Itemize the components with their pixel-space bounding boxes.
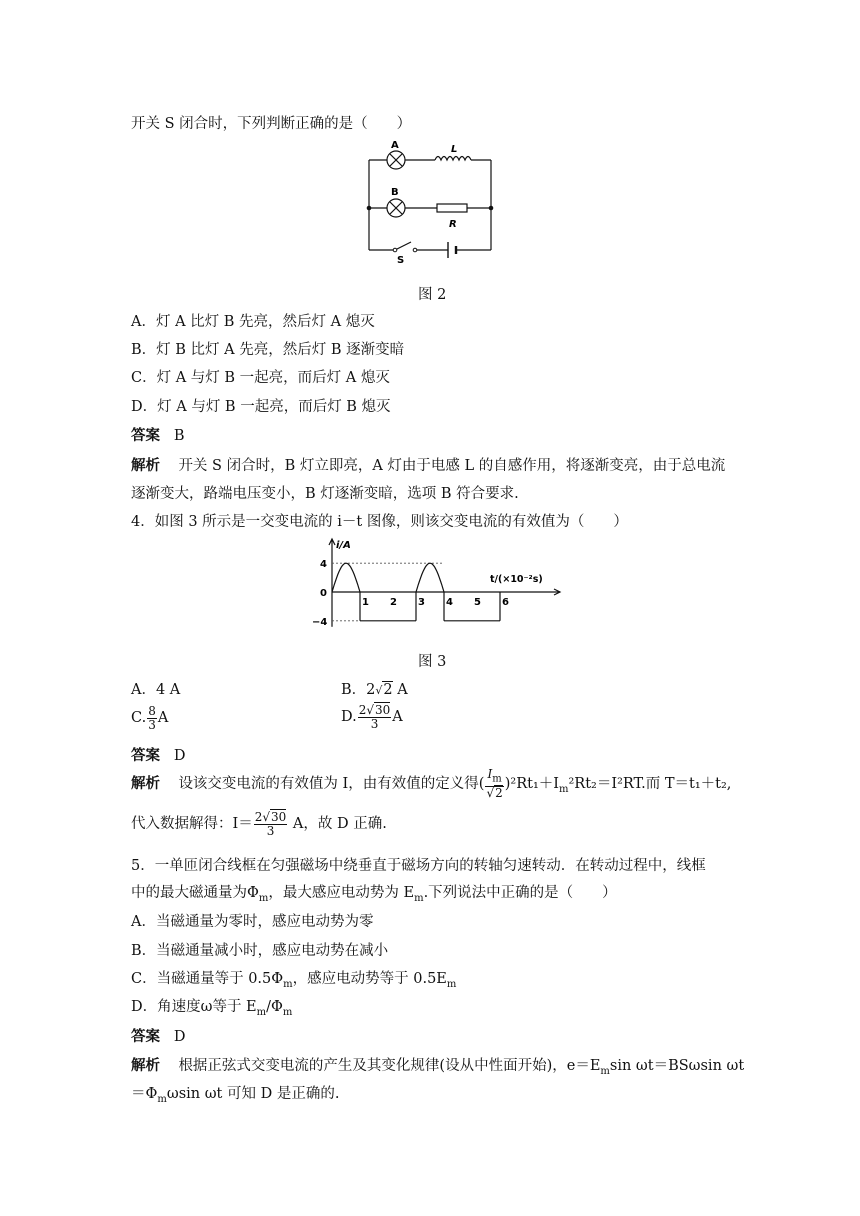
battery-icon xyxy=(448,242,456,258)
lamp-a-icon xyxy=(387,151,405,169)
series-halfsine-2 xyxy=(416,563,444,592)
analysis-text: 开关 S 闭合时，B 灯立即亮，A 灯由于电感 L 的自感作用，将逐渐变亮，由于总电流 xyxy=(178,458,726,474)
q5-stem-line-2: 中的最大磁通量为$\Phi_m$，最大感应电动势为 $E_m$.下列说法中正确的是（ ） xyxy=(131,885,617,904)
analysis-label: 解析 xyxy=(131,457,160,474)
q3-option-c: C．灯 A 与灯 B 一起亮，而后灯 A 熄灭 xyxy=(131,370,390,386)
label-b: B xyxy=(391,187,399,198)
q4-answer-line: 答案 D xyxy=(131,747,186,764)
y-tick-label: 0 xyxy=(320,588,327,599)
q3-option-d: D．灯 A 与灯 B 一起亮，而后灯 B 熄灭 xyxy=(131,399,391,415)
x-tick-label: 3 xyxy=(418,597,425,608)
x-tick-label: 4 xyxy=(446,597,453,608)
circuit-diagram xyxy=(355,138,505,268)
fig2-caption: 图 2 xyxy=(418,287,447,303)
q4-analysis-line-2: 代入数据解得：I＝ $\frac{2√30}{3}$ A，故 D 正确. xyxy=(131,809,387,838)
y-tick-label: −4 xyxy=(312,616,328,628)
q4-option-b: B．2√2 A xyxy=(341,682,408,698)
q5-option-d: D．角速度ω等于 $E_m/\Phi_m$ xyxy=(131,999,293,1018)
label-r: R xyxy=(449,219,457,230)
q3-stem: 开关 S 闭合时，下列判断正确的是（ ） xyxy=(131,116,412,132)
q5-stem-line-1: 5．一单匝闭合线框在匀强磁场中绕垂直于磁场方向的转轴匀速转动．在转动过程中，线框 xyxy=(131,858,706,874)
answer-value: B xyxy=(173,428,185,444)
q3-option-a: A．灯 A 比灯 B 先亮，然后灯 A 熄灭 xyxy=(131,314,375,330)
q5-option-c: C．当磁通量等于 $0.5\Phi_m$，感应电动势等于 $0.5E_m$ xyxy=(131,971,457,990)
q4-analysis-line-1: 解析 设该交变电流的有效值为 I，由有效值的定义得( $\frac{I_m}{√2}$ )$^2Rt_1+I_m^2Rt_2=I^2RT$.而 T＝t₁＋t₂, xyxy=(131,767,732,800)
q3-answer-line xyxy=(131,426,184,446)
x-tick-label: 1 xyxy=(362,597,369,608)
label-l: L xyxy=(451,144,458,155)
q5-option-b: B．当磁通量减小时，感应电动势在减小 xyxy=(131,943,389,959)
x-tick-label: 2 xyxy=(390,597,397,608)
label-a: A xyxy=(391,140,399,151)
answer-label: 答案 xyxy=(131,427,160,444)
y-axis-label: i/A xyxy=(336,540,351,551)
fig3-caption: 图 3 xyxy=(418,654,447,670)
lamp-b-icon xyxy=(387,199,405,217)
q4-option-a: A．4 A xyxy=(131,682,181,698)
q4-stem: 4．如图 3 所示是一交变电流的 i－t 图像，则该交变电流的有效值为（ ） xyxy=(131,514,628,530)
q5-analysis-line-1: 解析 根据正弦式交变电流的产生及其变化规律(设从中性面开始)，$e=E_m\sin$ ωt＝BSωsin ωt xyxy=(131,1057,745,1077)
y-tick-label: 4 xyxy=(320,559,327,571)
series-halfsine-0 xyxy=(332,563,360,592)
label-s: S xyxy=(397,255,405,266)
q5-analysis-line-2: $=\Phi_m\omega\sin$ ωt 可知 D 是正确的. xyxy=(131,1086,340,1105)
x-tick-label: 5 xyxy=(474,597,481,608)
q3-option-b: B．灯 B 比灯 A 先亮，然后灯 B 逐渐变暗 xyxy=(131,342,405,358)
q5-option-a: A．当磁通量为零时，感应电动势为零 xyxy=(131,914,374,930)
q4-option-c: C. $\frac{8}{3}$ A xyxy=(131,703,169,732)
x-axis-label: t/(×10⁻²s) xyxy=(490,574,543,585)
it-chart xyxy=(310,536,565,636)
x-tick-label: 6 xyxy=(502,597,509,608)
q3-analysis-line-1 xyxy=(131,456,725,476)
q4-option-d: D. $\frac{2√30}{3}$ A xyxy=(341,702,403,731)
q3-analysis-line-2: 逐渐变大，路端电压变小，B 灯逐渐变暗，选项 B 符合要求. xyxy=(131,486,519,502)
q5-answer-line: 答案 D xyxy=(131,1028,186,1045)
